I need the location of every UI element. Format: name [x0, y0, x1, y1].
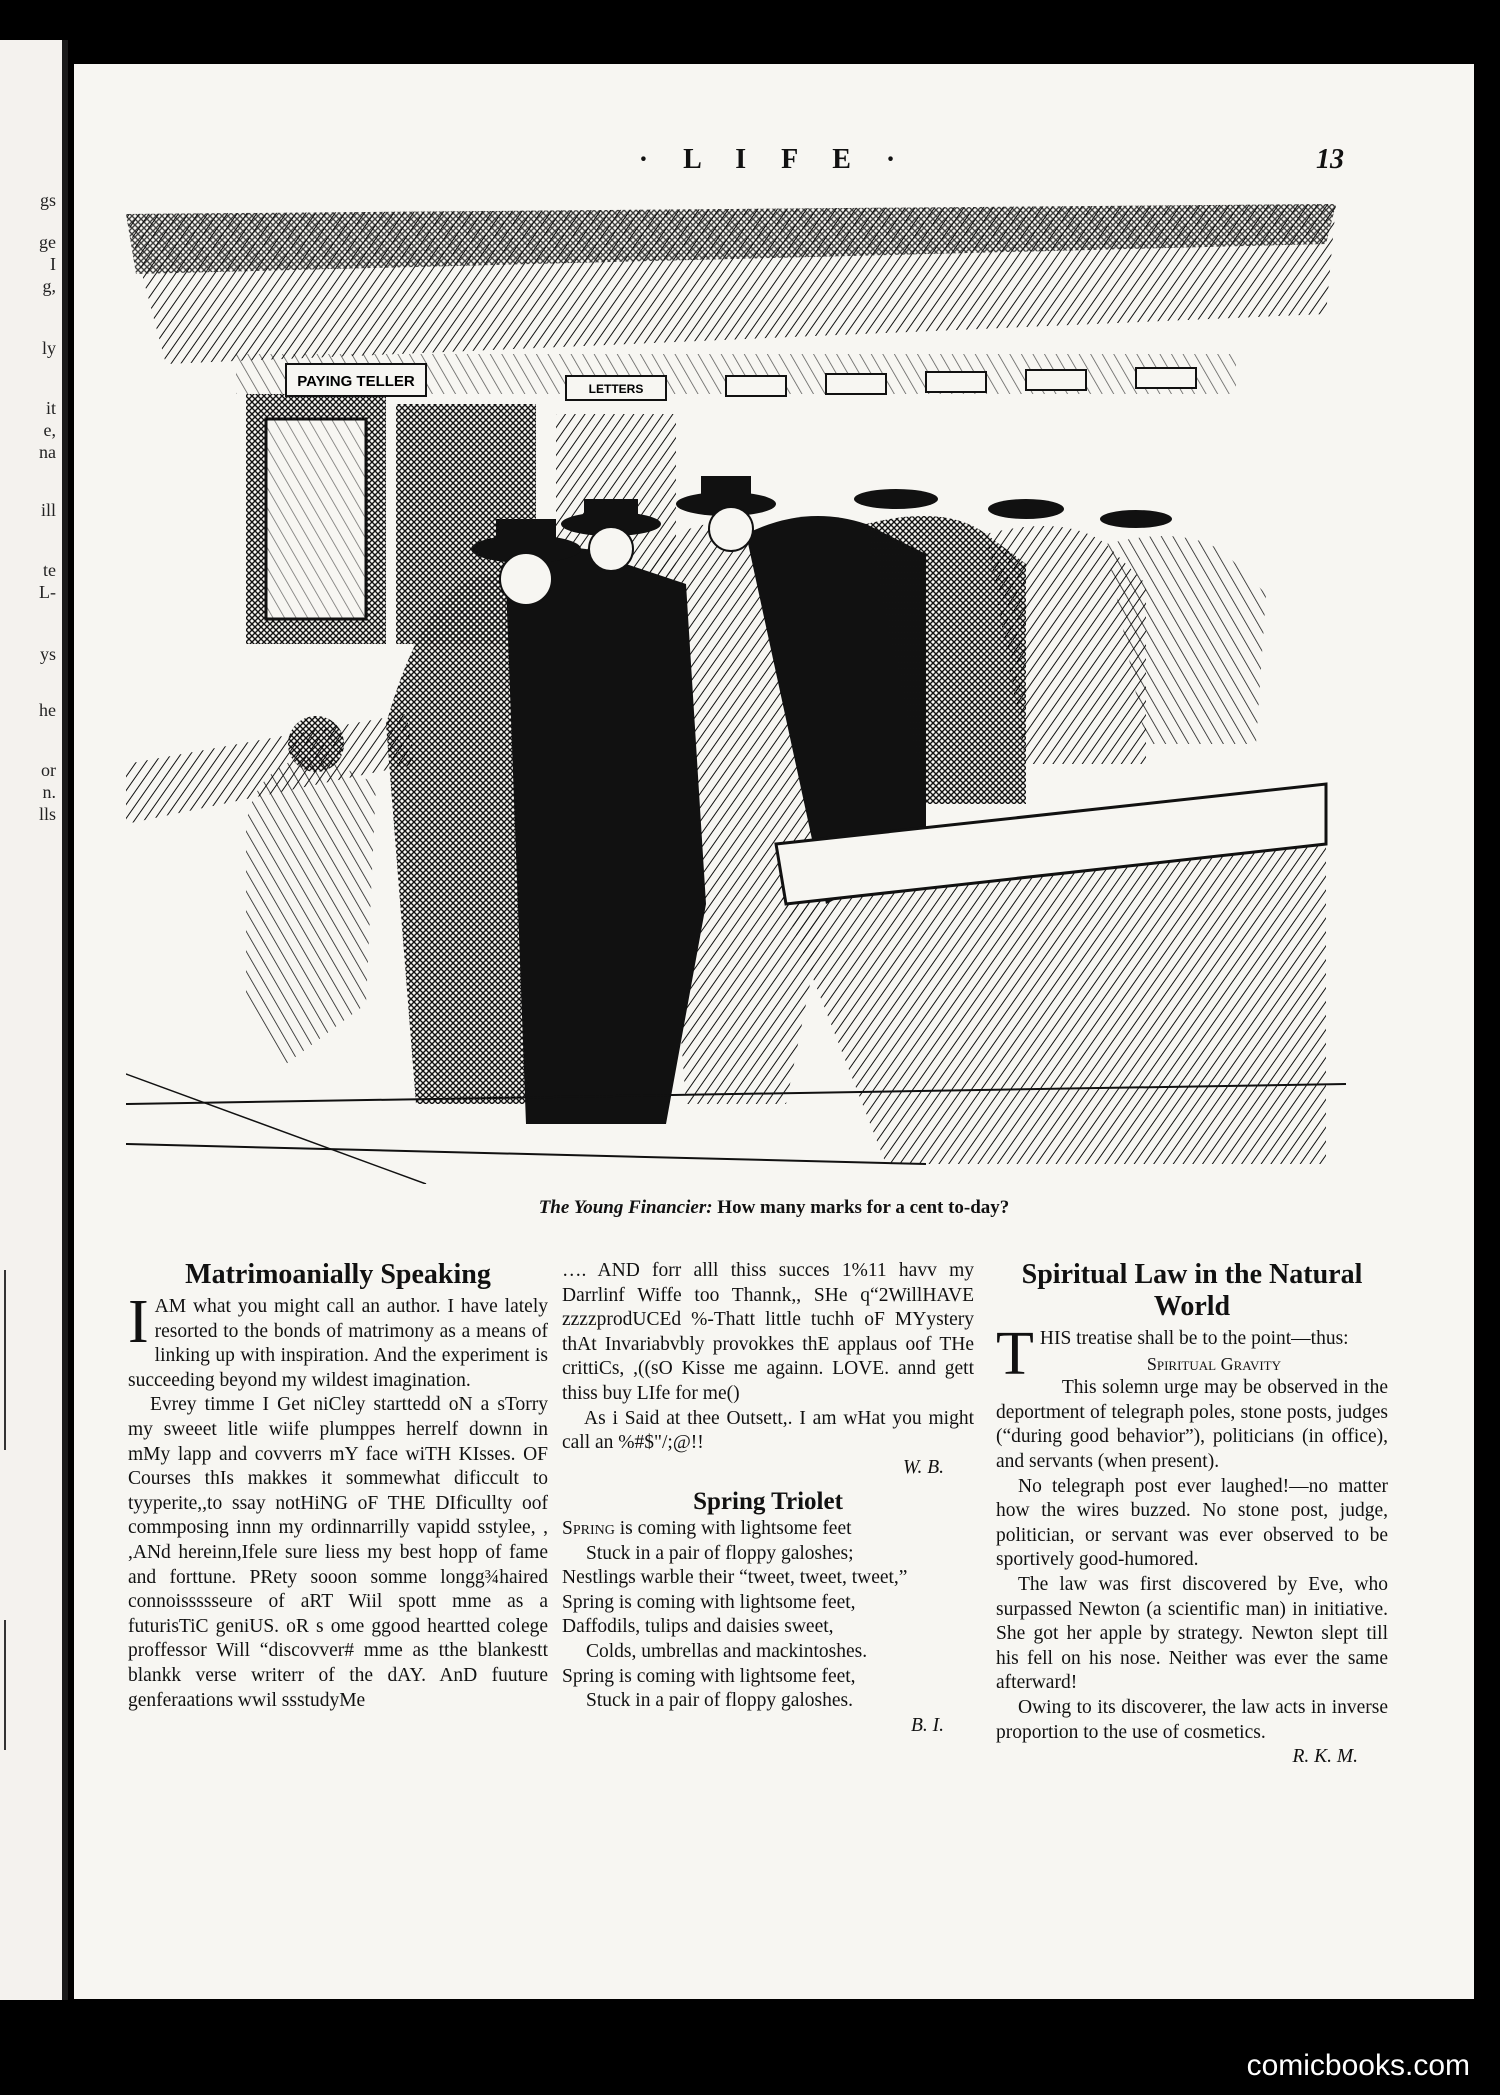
prev-fragment: L-: [39, 582, 56, 602]
bank-line-illustration: [126, 204, 1346, 1184]
magazine-page: [74, 64, 1474, 1999]
article1-para1-text: AM what you might call an author. I have lately resorted to the bonds of matrimony as a means of linking up with inspiration. And the experiment is succeeding beyond my wildest imagination.: [128, 1296, 548, 1391]
prev-page-sketch: [4, 1620, 56, 1750]
previous-page-edge: [0, 40, 68, 2000]
article2-para3: The law was first discovered by Eve, who surpassed Newton (a scientific man) in initiative. She got her apple by strategy. Newton slept till his fell on his nose. Neither was ever the same afterward!: [996, 1573, 1388, 1694]
prev-fragment: it: [45, 398, 56, 418]
prev-fragment: or: [41, 760, 56, 780]
poem-line: Stuck in a pair of floppy galoshes.: [586, 1690, 853, 1712]
poem-first-word: Spring: [562, 1517, 615, 1539]
prev-fragment: gs: [39, 190, 56, 210]
poem-line: Spring is coming with lightsome feet,: [562, 1591, 856, 1613]
page-number: 13: [1316, 144, 1344, 175]
caption-text: How many marks for a cent to-day?: [717, 1197, 1010, 1218]
poem-line: Nestlings warble their “tweet, tweet, tweet,”: [562, 1567, 908, 1589]
poem-line: [562, 1517, 974, 1542]
article2-title: Spiritual Law in the Natural World: [1021, 1259, 1363, 1322]
paying-teller-sign-text: PAYING TELLER: [297, 373, 415, 390]
poem: [562, 1517, 974, 1714]
article2-para1: This solemn urge may be observed in the deportment of telegraph poles, stone posts, judges (“during good behavior”), politicians (in office), and servants (when present).: [996, 1377, 1388, 1472]
column-3: [996, 1259, 1388, 1770]
article2-subhead: Spiritual Gravity: [1146, 1353, 1282, 1374]
article1-para2: Evrey timme I Get niCley starttedd oN a sTorry my sweeet litle wiife plumppes herrelf downn in mMy lapp and covverrs mY face wiTH KIsses. OF Courses thIs makkes it sommewhat dificcult to tyyperite,,to ssay notHiNG oF THE DIficullty oof commposing innn my ordinnarrilly vapidd sstylee, , ,ANd hereinn,Ifele sure liess my best hopp of fame and forttune. PRety sooon somme longg¾haired connoissssseure of aRT Wiil spott mme as a futurisTiC geniUS. oR s ome ggood heartted colege proffessor Will “discovver# mme as tthe blankestt blankk verse writerr of the dAY. AnD fuuture genferaations wwil ssstudyMe: [128, 1394, 548, 1711]
illustration-caption: [74, 1197, 1474, 1219]
column-1: [128, 1259, 548, 1713]
article1-signature: W. B.: [903, 1456, 944, 1478]
prev-fragment: n.: [42, 782, 56, 802]
prev-fragment: e,: [43, 420, 56, 440]
watermark: comicbooks.com: [1246, 2049, 1470, 2082]
article1-title: Matrimoanially Speaking: [185, 1259, 491, 1290]
prev-fragment: na: [39, 442, 56, 462]
prev-fragment: te: [43, 560, 56, 580]
poem-line-1-text: is coming with lightsome feet: [614, 1517, 852, 1539]
article2-para2: No telegraph post ever laughed!—no matter how the wires buzzed. No stone post, judge, politician, or servant was ever observed to be sportively good-humored.: [996, 1475, 1388, 1571]
article1-para4: As i Said at thee Outsett,. I am wHat you might call an %#$"/;@!!: [562, 1407, 974, 1454]
caption-speaker: The Young Financier:: [538, 1197, 713, 1218]
prev-fragment: ill: [40, 500, 56, 520]
poem-line: Stuck in a pair of floppy galoshes;: [586, 1542, 854, 1564]
prev-page-sketch: [4, 1270, 56, 1450]
column-2: [562, 1259, 974, 1738]
poem-line: Spring is coming with lightsome feet,: [562, 1665, 856, 1687]
article1-dropcap: I: [128, 1288, 149, 1356]
article1-para1: [128, 1288, 548, 1393]
prev-fragment: I: [50, 254, 56, 274]
prev-fragment: ys: [39, 644, 56, 664]
poem-line: Daffodils, tulips and daisies sweet,: [562, 1616, 834, 1638]
poem-line: Colds, umbrellas and mackintoshes.: [586, 1640, 868, 1662]
prev-fragment: ly: [41, 338, 56, 358]
article2-intro-text: HIS treatise shall be to the point—thus:: [1039, 1328, 1349, 1349]
prev-fragment: he: [39, 700, 56, 720]
prev-fragment: g,: [42, 276, 56, 296]
prev-fragment: ge: [39, 232, 56, 252]
poem-title: Spring Triolet: [693, 1488, 843, 1516]
page-header: · L I F E ·: [638, 144, 910, 175]
article2-dropcap: T: [996, 1320, 1034, 1388]
article2-signature: R. K. M.: [1292, 1746, 1358, 1768]
prev-fragment: lls: [38, 804, 56, 824]
poem-signature: B. I.: [910, 1714, 944, 1736]
article2-para4: Owing to its discoverer, the law acts in inverse proportion to the use of cosmetics.: [996, 1696, 1388, 1743]
article1-para3: …. AND forr alll thiss succes 1%11 havv my Darrlinf Wiffe too Thannk,, SHe q“2WillHAVE zzzzprodUCEd %-Thatt little tuchh oF MYystery thAt Invariabvbly provokkes thE applaus oof THe crittiCs, ,((sO Kisse me againn. LOVE. annd gett thiss buy LIfe for me(): [562, 1260, 974, 1404]
letters-sign-text: LETTERS: [588, 382, 644, 396]
